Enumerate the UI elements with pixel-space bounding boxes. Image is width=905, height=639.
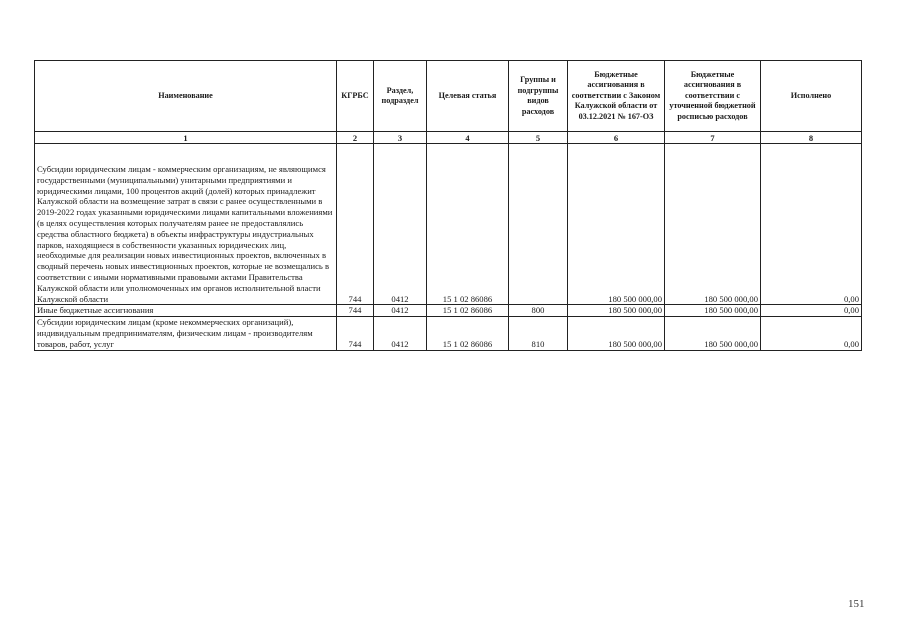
row-refined-amount: 180 500 000,00 xyxy=(665,144,761,305)
column-number: 6 xyxy=(568,132,665,144)
row-refined-amount: 180 500 000,00 xyxy=(665,317,761,350)
column-number: 1 xyxy=(35,132,337,144)
row-section: 0412 xyxy=(374,305,427,317)
table-row xyxy=(35,317,862,350)
row-refined-amount: 180 500 000,00 xyxy=(665,305,761,317)
column-number: 4 xyxy=(427,132,509,144)
row-executed-amount: 0,00 xyxy=(761,144,862,305)
header-law: Бюджетные ассигнования в соответствии с Законом Калужской области от 03.12.2021 № 167-ОЗ xyxy=(568,61,665,132)
row-section: 0412 xyxy=(374,317,427,350)
row-name: Иные бюджетные ассигнования xyxy=(35,305,337,317)
budget-table xyxy=(34,60,862,351)
header-kgrbs: КГРБС xyxy=(337,61,374,132)
row-executed-amount: 0,00 xyxy=(761,317,862,350)
row-kgrbs: 744 xyxy=(337,144,374,305)
row-law-amount: 180 500 000,00 xyxy=(568,144,665,305)
row-group: 800 xyxy=(509,305,568,317)
row-section: 0412 xyxy=(374,144,427,305)
header-row xyxy=(35,61,862,132)
row-kgrbs: 744 xyxy=(337,305,374,317)
row-law-amount: 180 500 000,00 xyxy=(568,305,665,317)
header-group: Группы и подгруппы видов расходов xyxy=(509,61,568,132)
header-name: Наименование xyxy=(35,61,337,132)
header-section: Раздел, подраздел xyxy=(374,61,427,132)
page-number: 151 xyxy=(848,598,865,610)
row-group: 810 xyxy=(509,317,568,350)
row-name: Субсидии юридическим лицам - коммерческим организациям, не являющимся государственными (муниципальными) унитарными предприятиями и юридическими лицами, 100 процентов акций (долей) которых принадлежит Калужской области на возмещение затрат в связи с ранее осуществленными в 2019-2022 годах указанными юридическими лицами капитальными вложениями (в целях осуществления которых получателям ранее не предоставлялись средства областного бюджета) в объекты инфраструктуры индустриальных парков, находящиеся в собственности указанных юридических лиц, необходимые для реализации новых инвестиционных проектов, включенных в сводный перечень новых инвестиционных проектов, которые не возмещались в соответствии с иными нормативными правовыми актами Правительства Калужской области или уполномоченных им органов исполнительной власти Калужской области xyxy=(35,144,337,305)
header-executed: Исполнено xyxy=(761,61,862,132)
column-number-row xyxy=(35,132,862,144)
header-target: Целевая статья xyxy=(427,61,509,132)
column-number: 7 xyxy=(665,132,761,144)
table-row xyxy=(35,144,862,305)
column-number: 2 xyxy=(337,132,374,144)
column-number: 5 xyxy=(509,132,568,144)
row-kgrbs: 744 xyxy=(337,317,374,350)
table-row xyxy=(35,305,862,317)
row-executed-amount: 0,00 xyxy=(761,305,862,317)
row-target: 15 1 02 86086 xyxy=(427,305,509,317)
row-target: 15 1 02 86086 xyxy=(427,317,509,350)
row-group xyxy=(509,144,568,305)
row-target: 15 1 02 86086 xyxy=(427,144,509,305)
header-refined: Бюджетные ассигнования в соответствии с уточненной бюджетной росписью расходов xyxy=(665,61,761,132)
row-name: Субсидии юридическим лицам (кроме некоммерческих организаций), индивидуальным предпринимателям, физическим лицам - производителям товаров, работ, услуг xyxy=(35,317,337,350)
row-law-amount: 180 500 000,00 xyxy=(568,317,665,350)
column-number: 8 xyxy=(761,132,862,144)
column-number: 3 xyxy=(374,132,427,144)
